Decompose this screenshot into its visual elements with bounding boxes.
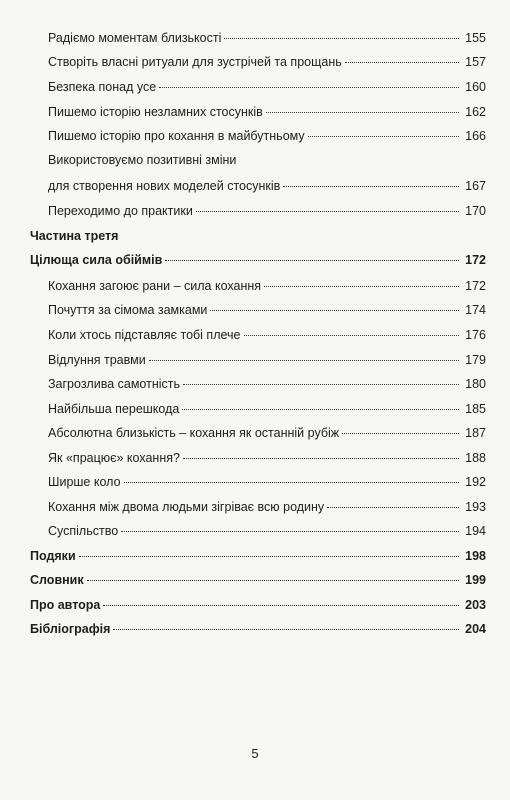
toc-entry [30, 77, 486, 97]
dot-leader [283, 186, 459, 187]
dot-leader [244, 335, 460, 336]
toc-entry [30, 546, 486, 566]
toc-entry-title: Використовуємо позитивні зміни [48, 153, 237, 167]
toc-entry-title: Цілюща сила обіймів [30, 253, 163, 267]
toc-entry [30, 521, 486, 541]
toc-entry-title: Про автора [30, 598, 101, 612]
dot-leader [103, 605, 459, 606]
toc-entry-title: Створіть власні ритуали для зустрічей та прощань [48, 55, 342, 69]
toc-entry-title: Словник [30, 573, 84, 587]
toc-entry-page: 198 [465, 549, 486, 563]
dot-leader [345, 62, 459, 63]
toc-entry-title: Частина третя [30, 229, 119, 243]
dot-leader [183, 384, 459, 385]
toc-entry [30, 102, 486, 122]
toc-entry-page: 176 [465, 328, 486, 342]
dot-leader [183, 458, 459, 459]
toc-entry-title: Кохання між двома людьми зігріває всю родину [48, 500, 325, 514]
toc-entry [30, 126, 486, 146]
dot-leader [264, 286, 459, 287]
toc-entry-page: 172 [465, 253, 486, 267]
toc-entry-page: 179 [465, 353, 486, 367]
dot-leader [196, 211, 459, 212]
toc-entry [30, 619, 486, 639]
dot-leader [342, 433, 459, 434]
toc-entry-page: 170 [465, 204, 486, 218]
dot-leader [121, 531, 459, 532]
dot-leader [308, 136, 459, 137]
toc-entry-title: Подяки [30, 549, 76, 563]
dot-leader [87, 580, 459, 581]
page-number: 5 [251, 746, 259, 761]
toc-entry-page: 162 [465, 105, 486, 119]
toc-entry [30, 350, 486, 370]
toc-entry [30, 472, 486, 492]
toc-entry-title: Загрозлива самотність [48, 377, 180, 391]
toc-entry-title: Коли хтось підставляє тобі плече [48, 328, 241, 342]
toc-entry [30, 250, 486, 270]
toc-entry [30, 325, 486, 345]
toc-entry-title: для створення нових моделей стосунків [48, 179, 281, 193]
toc-entry [30, 448, 486, 468]
dot-leader [113, 629, 459, 630]
toc-entry-title: Як «працює» кохання? [48, 451, 180, 465]
toc-entry-page: 192 [465, 475, 486, 489]
toc-entry [30, 399, 486, 419]
toc-entry [30, 497, 486, 517]
dot-leader [159, 87, 459, 88]
toc-entry-title: Радіємо моментам близькості [48, 31, 222, 45]
toc-entry [30, 52, 486, 72]
toc-entry-title: Безпека понад усе [48, 80, 157, 94]
toc-entry-page: 199 [465, 573, 486, 587]
toc-entry [30, 201, 486, 221]
toc-entry-title: Почуття за сімома замками [48, 303, 208, 317]
toc-entry-page: 185 [465, 402, 486, 416]
toc-entry-page: 160 [465, 80, 486, 94]
toc-entry [30, 150, 486, 170]
toc-entry-title: Кохання загоює рани – сила кохання [48, 279, 262, 293]
toc-entry [30, 595, 486, 615]
toc-entry-page: 180 [465, 377, 486, 391]
dot-leader [149, 360, 459, 361]
toc-entry-page: 203 [465, 598, 486, 612]
toc-entry-page: 174 [465, 303, 486, 317]
toc-entry-page: 188 [465, 451, 486, 465]
toc-entry-title: Абсолютна близькість – кохання як останній рубіж [48, 426, 340, 440]
dot-leader [165, 260, 459, 261]
toc-entry-title: Найбільша перешкода [48, 402, 180, 416]
toc-entry [30, 570, 486, 590]
toc-entry [30, 423, 486, 443]
dot-leader [79, 556, 459, 557]
toc-entry-page: 157 [465, 55, 486, 69]
toc-entry-title: Ширше коло [48, 475, 121, 489]
toc-entry-page: 193 [465, 500, 486, 514]
toc-entry-page: 155 [465, 31, 486, 45]
toc-entry [30, 226, 486, 246]
toc-entry-title: Пишемо історію незламних стосунків [48, 105, 263, 119]
toc-entry-title: Пишемо історію про кохання в майбутньому [48, 129, 305, 143]
toc-entry-page: 166 [465, 129, 486, 143]
toc-entry-page: 172 [465, 279, 486, 293]
toc-entry [30, 28, 486, 48]
toc-entry-title: Бібліографія [30, 622, 111, 636]
toc-entry-title: Суспільство [48, 524, 119, 538]
toc-entry-title: Переходимо до практики [48, 204, 193, 218]
toc-entry [30, 176, 486, 196]
toc-entry [30, 276, 486, 296]
dot-leader [327, 507, 459, 508]
dot-leader [182, 409, 459, 410]
dot-leader [210, 310, 459, 311]
toc-entry [30, 300, 486, 320]
dot-leader [124, 482, 459, 483]
toc-entry [30, 374, 486, 394]
toc-entry-page: 167 [465, 179, 486, 193]
toc-entry-page: 187 [465, 426, 486, 440]
toc-entry-page: 194 [465, 524, 486, 538]
dot-leader [224, 38, 459, 39]
toc-entry-title: Відлуння травми [48, 353, 146, 367]
dot-leader [266, 112, 459, 113]
toc-entry-page: 204 [465, 622, 486, 636]
